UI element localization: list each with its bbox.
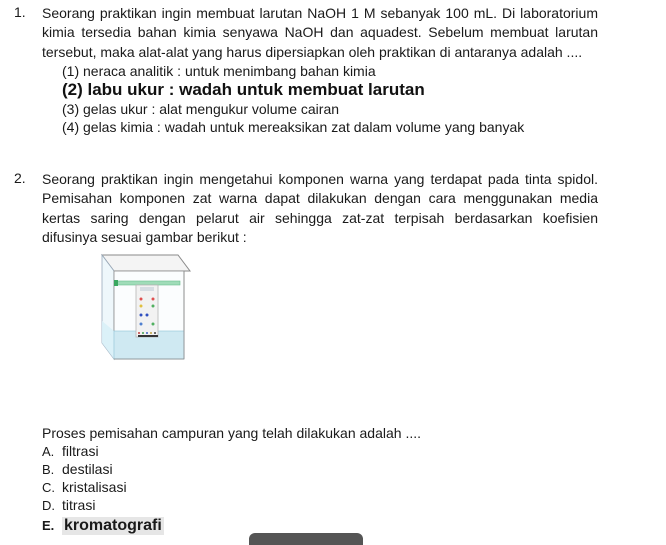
option-letter: D. (42, 498, 55, 513)
statement-item: (4) gelas kimia : wadah untuk mereaksikan zat dalam volume yang banyak (62, 118, 525, 135)
question-number: 2. (14, 170, 26, 186)
option-text: destilasi (62, 461, 113, 477)
option-e-selected[interactable] (42, 517, 164, 535)
option-letter: E. (42, 518, 55, 533)
answer-options (42, 442, 164, 535)
statement-list (62, 62, 598, 136)
bottom-handle-bar[interactable] (249, 533, 363, 545)
option-d[interactable] (42, 496, 164, 514)
option-text: titrasi (62, 497, 96, 513)
option-letter: A. (42, 444, 55, 459)
statement-item: (3) gelas ukur : alat mengukur volume cairan (62, 100, 340, 117)
question-stem: Seorang praktikan ingin membuat larutan NaOH 1 M sebanyak 100 mL. Di laboratorium kimia tersedia bahan kimia senyawa NaOH dan aquadest. Sebelum membuat larutan tersebut, maka alat-alat yang harus dipersiapkan oleh praktikan di antaranya adalah .... (42, 5, 598, 60)
option-text: kristalisasi (62, 479, 127, 495)
option-letter: C. (42, 480, 55, 495)
option-a[interactable] (42, 442, 164, 460)
option-b[interactable] (42, 460, 164, 478)
question-1 (14, 4, 598, 136)
statement-item: (2) labu ukur : wadah untuk membuat larutan (62, 79, 425, 99)
option-c[interactable] (42, 478, 164, 496)
option-text: filtrasi (62, 443, 99, 459)
statement-item: (1) neraca analitik : untuk menimbang bahan kimia (62, 62, 376, 79)
question-stem: Seorang praktikan ingin mengetahui komponen warna yang terdapat pada tinta spidol. Pemisahan komponen zat warna dapat dilakukan dengan cara menggunakan media kertas saring dengan pelarut air sehingga zat-zat terpisah berdasarkan koefisien difusinya sesuai gambar berikut : (42, 171, 598, 245)
option-text: kromatografi (64, 517, 162, 534)
chromatography-chamber-icon (98, 251, 194, 365)
question-number: 1. (14, 4, 26, 20)
question-2 (14, 170, 598, 247)
question-prompt: Proses pemisahan campuran yang telah dilakukan adalah .... (42, 425, 422, 441)
option-letter: B. (42, 462, 55, 477)
